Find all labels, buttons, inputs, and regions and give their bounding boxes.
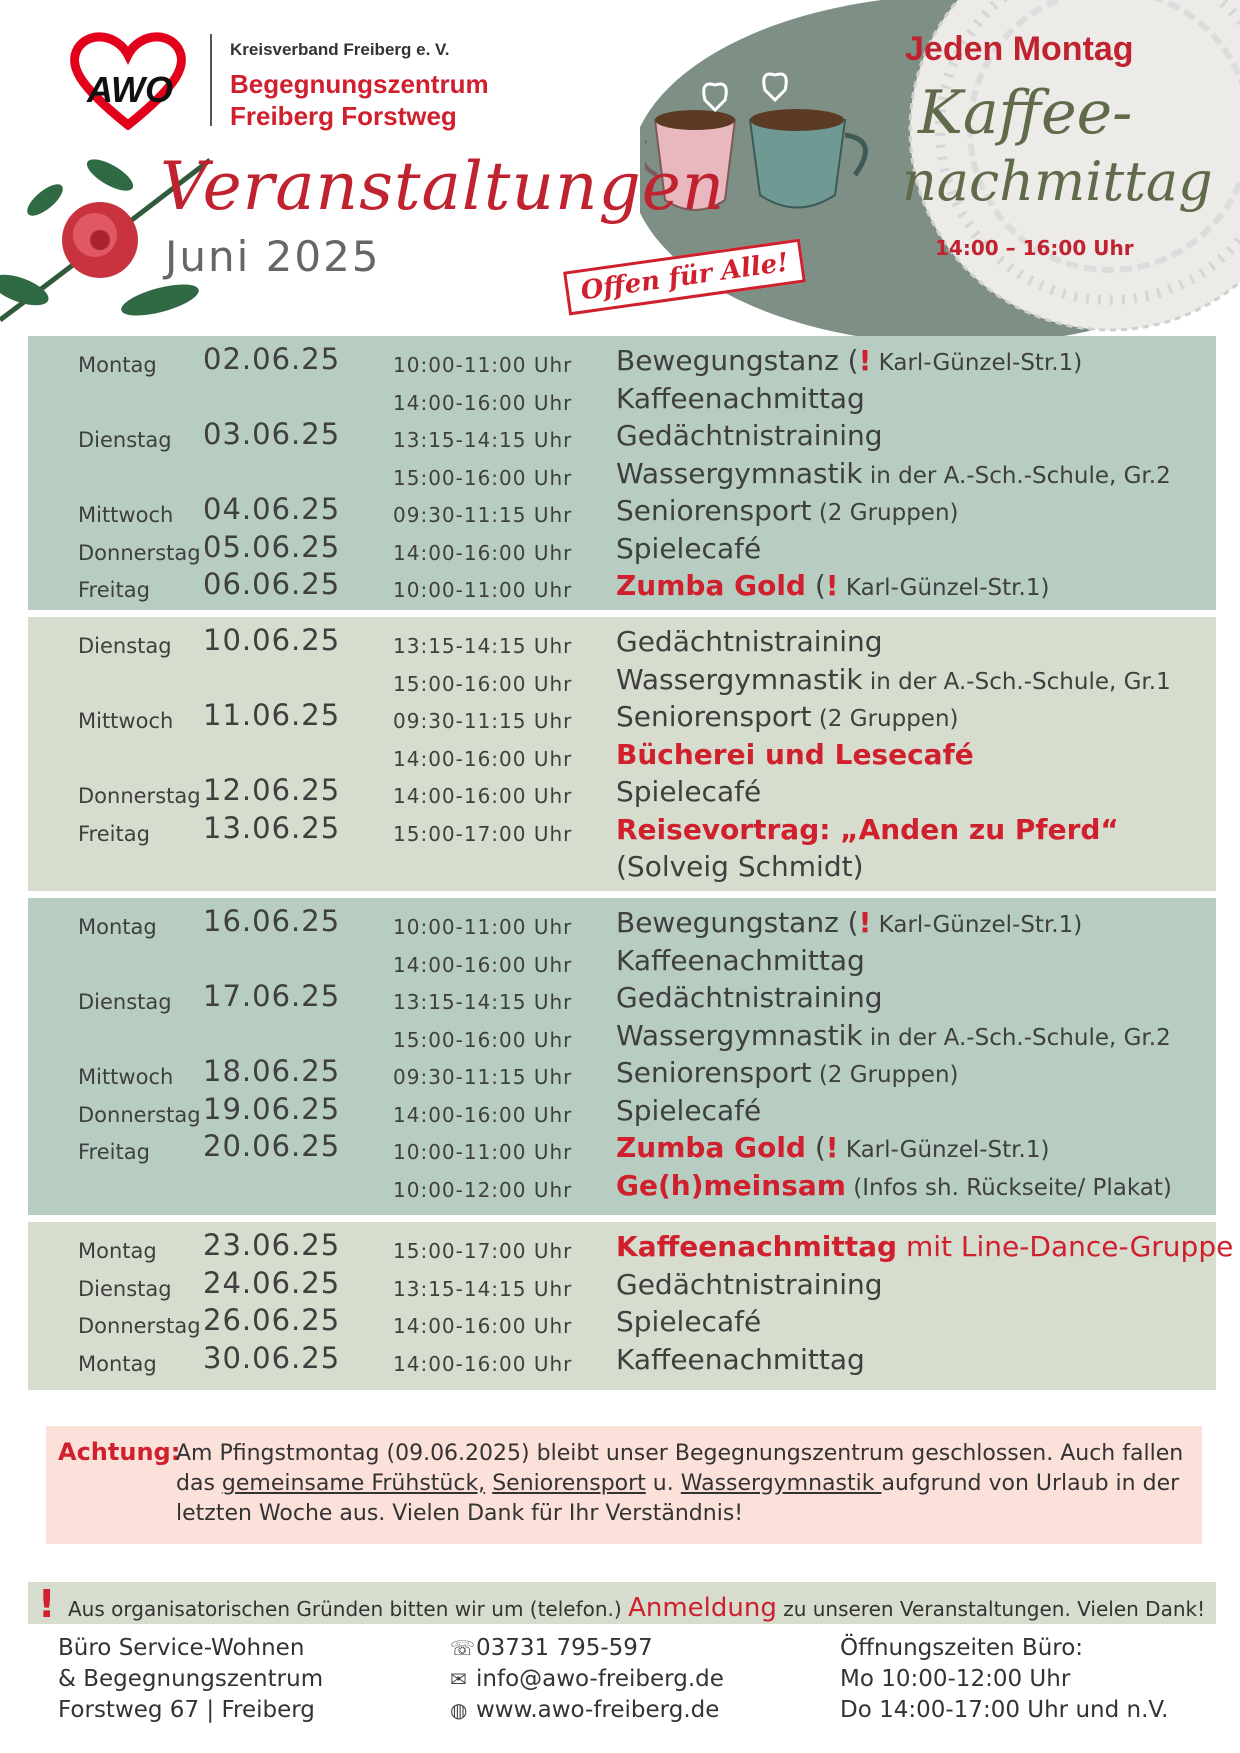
event-text-part: Reisevortrag: „Anden zu Pferd“ xyxy=(616,812,1119,846)
day-label: Montag xyxy=(78,915,157,939)
event-text-part: Spielecafé xyxy=(616,531,762,565)
event-title xyxy=(616,625,883,658)
schedule-row xyxy=(28,1226,1234,1263)
schedule-row xyxy=(28,846,1216,882)
event-title xyxy=(616,494,959,527)
time-label: 14:00-16:00 Uhr xyxy=(393,1314,573,1338)
day-label: Mittwoch xyxy=(78,503,174,527)
event-title xyxy=(616,1169,1172,1202)
date-label: 11.06.25 xyxy=(203,698,341,732)
time-label: 14:00-16:00 Uhr xyxy=(393,390,573,415)
event-text-part: Spielecafé xyxy=(616,1093,762,1127)
day-label: Freitag xyxy=(78,1140,150,1164)
event-text-part: Ge(h)meinsam xyxy=(616,1168,846,1202)
event-text-part: (Solveig Schmidt) xyxy=(616,850,864,883)
event-text-part: Zumba Gold xyxy=(616,1131,806,1164)
day-label: Donnerstag xyxy=(78,784,201,808)
exclamation-icon: ! xyxy=(858,906,872,939)
schedule-row xyxy=(28,1339,1216,1375)
hint-highlight: Anmeldung xyxy=(628,1593,777,1623)
time-label: 13:15-14:15 Uhr xyxy=(393,1276,573,1301)
date-label: 17.06.25 xyxy=(203,979,341,1013)
open-for-all-stamp: Offen für Alle! xyxy=(563,239,806,316)
event-title xyxy=(616,850,864,883)
kaffee-time: 14:00 – 16:00 Uhr xyxy=(935,236,1134,260)
event-title xyxy=(616,1305,761,1338)
org-name: Kreisverband Freiberg e. V. xyxy=(230,40,450,59)
day-label: Dienstag xyxy=(78,990,172,1014)
time-label: 10:00-12:00 Uhr xyxy=(393,1177,573,1202)
schedule-row xyxy=(28,940,1216,976)
event-text-part: Karl-Günzel-Str.1) xyxy=(871,912,1083,938)
time-label: 10:00-11:00 Uhr xyxy=(393,1140,573,1164)
date-label: 23.06.25 xyxy=(203,1228,341,1262)
schedule-row xyxy=(28,696,1216,732)
event-title xyxy=(616,457,1171,490)
exclamation-icon: ! xyxy=(858,344,872,377)
time-label: 15:00-16:00 Uhr xyxy=(393,1027,573,1052)
event-text-part: Spielecafé xyxy=(616,775,762,808)
time-label: 14:00-16:00 Uhr xyxy=(393,1102,573,1127)
event-text-part: Gedächtnistraining xyxy=(616,981,883,1014)
time-label: 13:15-14:15 Uhr xyxy=(393,428,573,452)
week-block-1 xyxy=(28,336,1216,610)
schedule-row xyxy=(28,378,1216,414)
event-text-part: Gedächtnistraining xyxy=(616,625,883,658)
week-block-4 xyxy=(28,1222,1234,1390)
time-label: 10:00-11:00 Uhr xyxy=(393,915,573,939)
event-text-part: Kaffeenachmittag xyxy=(616,381,865,415)
event-title xyxy=(616,944,865,977)
event-text-part: Seniorensport xyxy=(616,494,812,527)
hours-title: Öffnungszeiten Büro: xyxy=(840,1635,1084,1661)
schedule-row xyxy=(28,734,1216,770)
date-label: 04.06.25 xyxy=(203,492,341,526)
event-text-part: ( xyxy=(805,569,826,602)
schedule-row xyxy=(28,809,1216,845)
org-subtitle-line1: Begegnungszentrum xyxy=(230,69,489,99)
schedule-row xyxy=(28,1127,1216,1163)
week-block-3 xyxy=(28,898,1216,1215)
event-text-part: (2 Gruppen) xyxy=(811,706,959,732)
event-text-part: (2 Gruppen) xyxy=(811,1062,959,1088)
date-label: 06.06.25 xyxy=(203,567,341,601)
day-label: Mittwoch xyxy=(78,709,174,733)
time-label: 14:00-16:00 Uhr xyxy=(393,784,573,808)
notice-text-part: Am Pfingstmontag (09.06.2025) bleibt unser Begegnungszentrum geschlossen. Auch fallen das xyxy=(176,1441,1184,1496)
day-label: Freitag xyxy=(78,578,150,602)
event-title xyxy=(616,419,883,452)
event-text-part: Seniorensport xyxy=(616,700,812,733)
schedule-row xyxy=(28,902,1216,938)
time-label: 15:00-17:00 Uhr xyxy=(393,1239,573,1263)
event-title xyxy=(616,1131,1049,1164)
notice-underline-wassergymnastik: Wassergymnastik xyxy=(680,1471,882,1496)
date-label: 30.06.25 xyxy=(203,1340,341,1375)
org-subtitle xyxy=(230,68,489,132)
time-label: 10:00-11:00 Uhr xyxy=(393,353,573,377)
day-label: Donnerstag xyxy=(78,1102,201,1127)
time-label: 13:15-14:15 Uhr xyxy=(393,990,573,1014)
event-title xyxy=(616,663,1171,696)
logo-text: AWO xyxy=(87,69,173,110)
event-text-part: Karl-Günzel-Str.1) xyxy=(838,575,1050,601)
event-text-part: Kaffeenachmittag xyxy=(616,1342,865,1376)
time-label: 09:30-11:15 Uhr xyxy=(393,1065,573,1089)
event-text-part: Kaffeenachmittag xyxy=(616,943,865,977)
event-title xyxy=(616,813,1119,846)
event-title xyxy=(616,1268,883,1301)
date-label: 05.06.25 xyxy=(203,529,341,564)
date-label: 24.06.25 xyxy=(203,1265,341,1300)
event-text-part: (Infos sh. Rückseite/ Plakat) xyxy=(845,1174,1172,1201)
schedule-row xyxy=(28,528,1216,564)
address-line3: Forstweg 67 | Freiberg xyxy=(58,1697,315,1723)
date-label: 13.06.25 xyxy=(203,810,341,845)
org-subtitle-line2: Freiberg Forstweg xyxy=(230,101,457,131)
day-label: Donnerstag xyxy=(78,1314,201,1338)
day-label: Donnerstag xyxy=(78,540,201,565)
notice-underline-seniorensport: Seniorensport xyxy=(492,1471,646,1496)
awo-logo xyxy=(68,30,188,130)
time-label: 09:30-11:15 Uhr xyxy=(393,709,573,733)
week-block-2 xyxy=(28,617,1216,891)
event-text-part: Gedächtnistraining xyxy=(616,1267,883,1301)
schedule-row xyxy=(28,659,1216,695)
event-title xyxy=(616,700,959,733)
event-text-part: in der A.-Sch.-Schule, Gr.2 xyxy=(862,462,1171,489)
schedule-row xyxy=(28,1052,1216,1088)
time-label: 15:00-16:00 Uhr xyxy=(393,465,573,490)
website-link[interactable]: www.awo-freiberg.de xyxy=(476,1697,720,1723)
event-text-part: Seniorensport xyxy=(616,1056,812,1089)
time-label: 15:00-17:00 Uhr xyxy=(393,821,573,846)
day-label: Montag xyxy=(78,1239,157,1263)
notice-text-part: u. xyxy=(645,1471,681,1496)
event-title xyxy=(616,775,761,808)
day-label: Freitag xyxy=(78,821,150,846)
day-label: Dienstag xyxy=(78,1276,172,1301)
time-label: 10:00-11:00 Uhr xyxy=(393,578,573,602)
event-text-part: Bewegungstanz ( xyxy=(616,906,859,939)
time-label: 13:15-14:15 Uhr xyxy=(393,634,573,658)
event-text-part: (2 Gruppen) xyxy=(811,500,959,526)
mail-icon: ✉ xyxy=(450,1667,467,1691)
logo-divider xyxy=(210,34,212,126)
schedule-row xyxy=(28,1015,1216,1051)
schedule-row xyxy=(28,1090,1216,1126)
notice-text-part: aufgrund von Urlaub in der letzten Woche aus. Vielen Dank für Ihr Verständnis! xyxy=(176,1471,1180,1526)
day-label: Montag xyxy=(78,1351,157,1376)
hours-thursday: Do 14:00-17:00 Uhr und n.V. xyxy=(840,1697,1169,1723)
event-title xyxy=(616,1343,865,1376)
date-label: 16.06.25 xyxy=(203,904,341,938)
time-label: 14:00-16:00 Uhr xyxy=(393,952,573,977)
event-text-part: in der A.-Sch.-Schule, Gr.2 xyxy=(862,1024,1171,1051)
time-label: 15:00-16:00 Uhr xyxy=(393,671,573,696)
event-text-part: Zumba Gold xyxy=(616,569,806,602)
event-title xyxy=(616,569,1049,602)
event-text-part: Karl-Günzel-Str.1) xyxy=(838,1137,1050,1163)
footer-hours xyxy=(840,1633,1168,1726)
event-title xyxy=(616,738,974,771)
event-text-part: Wassergymnastik xyxy=(616,1018,863,1052)
kaffee-script-line1: Kaffee- xyxy=(918,78,1133,148)
event-title xyxy=(616,981,883,1014)
registration-hint xyxy=(68,1593,1205,1623)
schedule-row xyxy=(28,340,1216,376)
footer-address xyxy=(58,1633,323,1726)
address-line1: Büro Service-Wohnen xyxy=(58,1635,305,1661)
hours-monday: Mo 10:00-12:00 Uhr xyxy=(840,1666,1071,1692)
day-label: Dienstag xyxy=(78,634,172,658)
hint-text-part: Aus organisatorischen Gründen bitten wir um (telefon.) xyxy=(68,1597,629,1621)
kaffee-script-line2: nachmittag xyxy=(902,150,1213,213)
event-title xyxy=(616,532,761,565)
event-text-part: Bücherei und Lesecafé xyxy=(616,737,974,771)
schedule-row xyxy=(28,771,1216,807)
schedule-row xyxy=(28,565,1216,601)
event-text-part: Kaffeenachmittag xyxy=(616,1230,898,1263)
event-text-part: Gedächtnistraining xyxy=(616,419,883,452)
page-title: Veranstaltungen xyxy=(160,148,726,225)
schedule-row xyxy=(28,1264,1216,1300)
date-label: 20.06.25 xyxy=(203,1129,341,1163)
time-label: 14:00-16:00 Uhr xyxy=(393,746,573,771)
event-title xyxy=(616,906,1082,939)
footer-contact xyxy=(450,1633,724,1726)
event-text-part: Karl-Günzel-Str.1) xyxy=(871,350,1083,376)
notice-underline-fruehstueck: gemeinsame Frühstück, xyxy=(221,1471,486,1496)
event-text-part: in der A.-Sch.-Schule, Gr.1 xyxy=(862,668,1171,695)
date-label: 10.06.25 xyxy=(203,623,341,657)
date-label: 12.06.25 xyxy=(203,773,341,807)
exclamation-icon: ! xyxy=(825,569,839,602)
phone-icon: ☏ xyxy=(450,1636,476,1660)
event-text-part: Spielecafé xyxy=(616,1305,762,1338)
event-title xyxy=(616,382,865,415)
page-subtitle: Juni 2025 xyxy=(165,232,381,281)
exclamation-icon: ! xyxy=(38,1582,56,1626)
date-label: 18.06.25 xyxy=(203,1054,341,1088)
time-label: 14:00-16:00 Uhr xyxy=(393,1351,573,1376)
email-link[interactable]: info@awo-freiberg.de xyxy=(476,1666,724,1692)
event-text-part: Wassergymnastik xyxy=(616,456,863,490)
notice-text xyxy=(176,1439,1186,1529)
event-title xyxy=(616,1056,959,1089)
kaffee-heading: Jeden Montag xyxy=(905,30,1134,68)
exclamation-icon: ! xyxy=(825,1131,839,1164)
schedule-row xyxy=(28,977,1216,1013)
event-text-part: Wassergymnastik xyxy=(616,662,863,696)
event-title xyxy=(616,1230,1233,1263)
event-title xyxy=(616,1019,1171,1052)
date-label: 03.06.25 xyxy=(203,417,341,451)
schedule-row xyxy=(28,415,1216,451)
time-label: 09:30-11:15 Uhr xyxy=(393,503,573,527)
event-text-part: ( xyxy=(805,1131,826,1164)
date-label: 26.06.25 xyxy=(203,1303,341,1337)
date-label: 19.06.25 xyxy=(203,1091,341,1126)
day-label: Dienstag xyxy=(78,428,172,452)
notice-label: Achtung: xyxy=(58,1438,181,1466)
event-title xyxy=(616,344,1082,377)
event-text-part: Bewegungstanz ( xyxy=(616,344,859,377)
schedule-row xyxy=(28,490,1216,526)
schedule-row xyxy=(28,1165,1216,1201)
globe-icon: ◍ xyxy=(450,1698,468,1722)
schedule-row xyxy=(28,621,1216,657)
schedule-row xyxy=(28,1301,1216,1337)
schedule-row xyxy=(28,453,1216,489)
address-line2: & Begegnungszentrum xyxy=(58,1666,324,1692)
day-label: Mittwoch xyxy=(78,1065,174,1089)
hint-text-part: zu unseren Veranstaltungen. Vielen Dank! xyxy=(776,1597,1206,1621)
event-text-part: mit Line-Dance-Gruppe xyxy=(897,1230,1234,1263)
phone-number[interactable]: 03731 795-597 xyxy=(476,1635,653,1661)
date-label: 02.06.25 xyxy=(203,342,341,376)
event-title xyxy=(616,1094,761,1127)
day-label: Montag xyxy=(78,353,157,377)
time-label: 14:00-16:00 Uhr xyxy=(393,540,573,565)
